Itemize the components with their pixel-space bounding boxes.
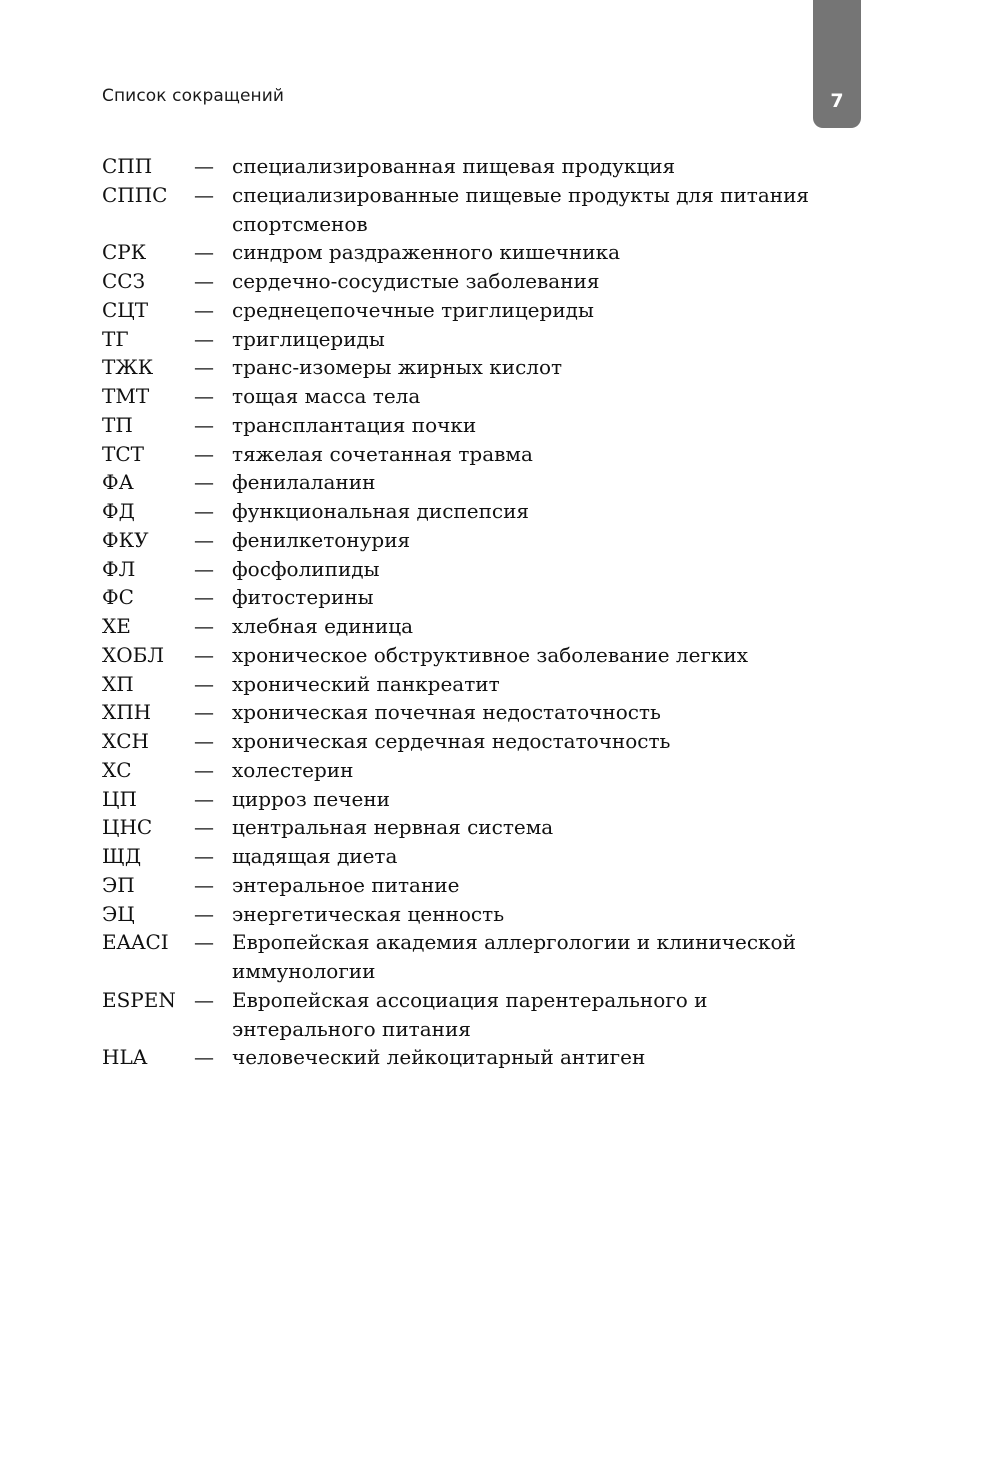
em-dash-separator: — — [194, 757, 214, 782]
abbreviation-term: СЦТ — [102, 297, 149, 322]
em-dash-separator: — — [194, 786, 214, 811]
abbreviation-term: ТП — [102, 412, 133, 437]
em-dash-separator: — — [194, 182, 214, 207]
abbreviation-definition: хроническое обструктивное заболевание легких — [232, 642, 749, 667]
abbreviation-definition: щадящая диета — [232, 844, 398, 868]
abbreviation-row — [102, 181, 842, 239]
abbreviation-term: ЦП — [102, 786, 137, 811]
abbreviation-term: ЩД — [102, 844, 142, 868]
abbreviation-definition: хроническая сердечная недостаточность — [232, 729, 671, 753]
abbreviation-term: ЭП — [102, 872, 135, 897]
em-dash-separator: — — [194, 412, 214, 437]
abbreviation-term: ТСТ — [102, 441, 144, 466]
abbreviation-row — [102, 152, 842, 181]
abbreviation-row — [102, 583, 842, 612]
page-number: 7 — [830, 90, 844, 112]
abbreviation-definition: холестерин — [232, 757, 354, 782]
abbreviation-term: ESPEN — [102, 987, 176, 1012]
abbreviation-term: ТГ — [102, 326, 129, 351]
running-head: Список сокращений — [102, 86, 285, 106]
em-dash-separator: — — [194, 154, 214, 178]
abbreviation-row — [102, 842, 842, 871]
abbreviation-definition: фитостерины — [232, 585, 374, 610]
abbreviation-definition: фосфолипиды — [232, 556, 380, 581]
abbreviation-term: ССЗ — [102, 269, 146, 293]
abbreviation-row — [102, 468, 842, 497]
em-dash-separator: — — [194, 527, 214, 552]
abbreviation-term: EAACI — [102, 930, 169, 955]
em-dash-separator: — — [194, 384, 214, 408]
abbreviation-row — [102, 756, 842, 785]
abbreviation-row — [102, 641, 842, 670]
em-dash-separator: — — [194, 700, 214, 725]
abbreviation-term: ХОБЛ — [102, 642, 165, 667]
abbreviation-row — [102, 353, 842, 382]
em-dash-separator: — — [194, 556, 214, 581]
abbreviation-row — [102, 900, 842, 929]
em-dash-separator: — — [194, 269, 214, 293]
abbreviation-row — [102, 526, 842, 555]
abbreviation-definition: транс-изомеры жирных кислот — [232, 355, 563, 380]
abbreviation-definition: энергетическая ценность — [232, 901, 505, 926]
em-dash-separator: — — [194, 642, 214, 667]
abbreviation-row — [102, 296, 842, 325]
abbreviation-definition: цирроз печени — [232, 786, 390, 811]
abbreviation-definition: специализированная пищевая продукция — [232, 154, 676, 178]
abbreviation-definition: тощая масса тела — [232, 384, 421, 408]
abbreviation-row — [102, 497, 842, 526]
abbreviation-row — [102, 871, 842, 900]
abbreviation-row — [102, 612, 842, 641]
abbreviation-definition: человеческий лейкоцитарный антиген — [232, 1045, 646, 1070]
abbreviation-term: СРК — [102, 240, 147, 265]
em-dash-separator: — — [194, 671, 214, 696]
abbreviation-definition: синдром раздраженного кишечника — [232, 240, 620, 265]
abbreviation-term: ФС — [102, 585, 134, 610]
abbreviation-definition: фенилкетонурия — [232, 527, 411, 552]
abbreviation-definition: сердечно-сосудистые заболевания — [232, 269, 600, 293]
abbreviation-term: HLA — [102, 1045, 148, 1070]
abbreviation-definition: хроническая почечная недостаточность — [232, 700, 661, 725]
abbreviation-definition: специализированные пищевые продукты для питания спортсменов — [232, 182, 810, 236]
abbreviation-term: ХП — [102, 671, 134, 696]
em-dash-separator: — — [194, 326, 214, 351]
em-dash-separator: — — [194, 585, 214, 610]
em-dash-separator: — — [194, 987, 214, 1012]
abbreviation-term: СПП — [102, 154, 153, 178]
abbreviation-row — [102, 382, 842, 411]
abbreviation-definition: функциональная диспепсия — [232, 499, 530, 523]
abbreviation-row — [102, 325, 842, 354]
abbreviation-term: ХЕ — [102, 614, 131, 638]
abbreviation-definition: Европейская академия аллергологии и клинической иммунологии — [232, 930, 796, 983]
abbreviation-row — [102, 440, 842, 469]
em-dash-separator: — — [194, 815, 214, 840]
abbreviation-row — [102, 928, 842, 986]
abbreviation-term: ХСН — [102, 729, 149, 753]
abbreviation-definition: фенилаланин — [232, 470, 376, 495]
em-dash-separator: — — [194, 901, 214, 926]
em-dash-separator: — — [194, 499, 214, 523]
abbreviation-definition: среднецепочечные триглицериды — [232, 297, 594, 322]
abbreviation-term: ТМТ — [102, 384, 150, 408]
abbreviation-term: СППС — [102, 182, 168, 207]
abbreviation-row — [102, 785, 842, 814]
abbreviation-row — [102, 727, 842, 756]
abbreviation-row — [102, 555, 842, 584]
em-dash-separator: — — [194, 470, 214, 495]
em-dash-separator: — — [194, 355, 214, 380]
abbreviation-term: ФА — [102, 470, 134, 495]
abbreviation-term: ХС — [102, 757, 132, 782]
em-dash-separator: — — [194, 1045, 214, 1070]
em-dash-separator: — — [194, 614, 214, 638]
em-dash-separator: — — [194, 441, 214, 466]
em-dash-separator: — — [194, 729, 214, 753]
abbreviation-term: ФЛ — [102, 556, 136, 581]
abbreviation-row — [102, 267, 842, 296]
abbreviation-row — [102, 238, 842, 267]
abbreviation-definition: центральная нервная система — [232, 815, 554, 840]
abbreviation-row — [102, 1043, 842, 1072]
abbreviation-term: ТЖК — [102, 355, 154, 380]
abbreviation-list — [102, 152, 842, 1072]
abbreviation-term: ФКУ — [102, 527, 149, 552]
abbreviation-definition: тяжелая сочетанная травма — [232, 441, 533, 466]
abbreviation-term: ЦНС — [102, 815, 153, 840]
abbreviation-row — [102, 986, 842, 1044]
em-dash-separator: — — [194, 844, 214, 868]
abbreviation-definition: трансплантация почки — [232, 412, 477, 437]
em-dash-separator: — — [194, 240, 214, 265]
abbreviation-definition: энтеральное питание — [232, 872, 460, 897]
abbreviation-row — [102, 698, 842, 727]
abbreviation-term: ХПН — [102, 700, 152, 725]
page-number-tab — [813, 0, 861, 128]
abbreviation-definition: хронический панкреатит — [232, 671, 500, 696]
abbreviation-row — [102, 813, 842, 842]
em-dash-separator: — — [194, 297, 214, 322]
abbreviation-row — [102, 411, 842, 440]
abbreviation-term: ФД — [102, 499, 135, 523]
em-dash-separator: — — [194, 930, 214, 955]
abbreviation-definition: хлебная единица — [232, 614, 414, 638]
abbreviation-definition: триглицериды — [232, 326, 385, 351]
em-dash-separator: — — [194, 872, 214, 897]
abbreviation-row — [102, 670, 842, 699]
abbreviation-term: ЭЦ — [102, 901, 135, 926]
abbreviation-definition: Европейская ассоциация парентерального и энтерального питания — [232, 987, 708, 1041]
